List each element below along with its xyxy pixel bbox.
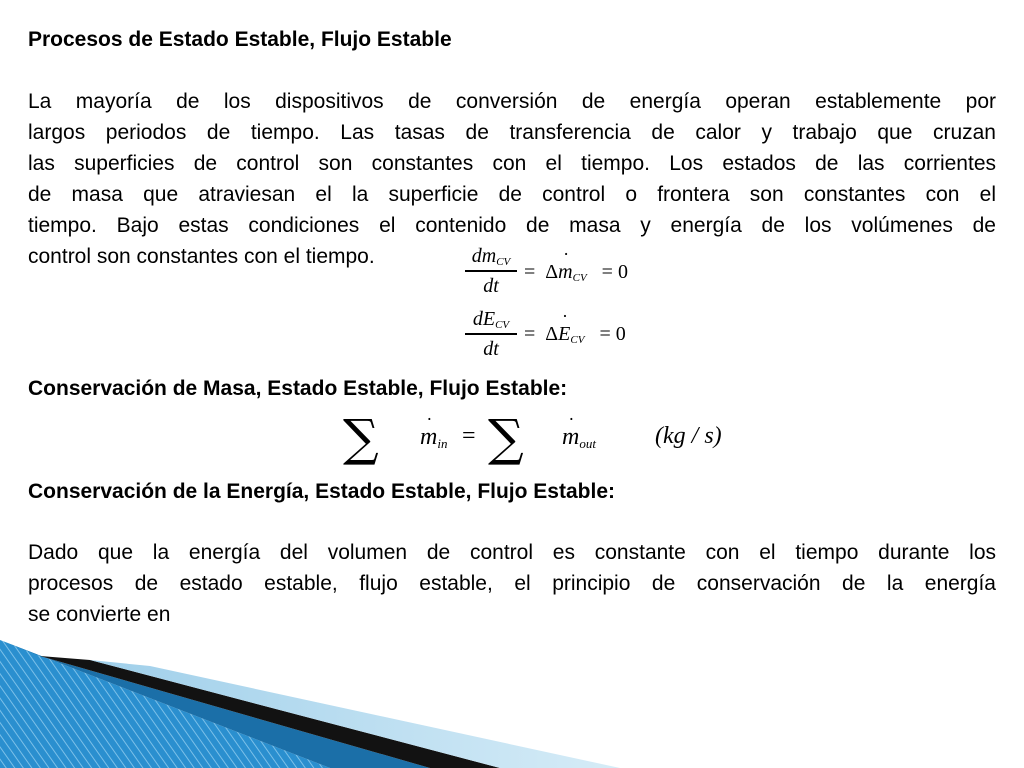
mass-out-term: ˙ $m_{out}$ — [562, 422, 596, 459]
equation-mass-rate-rhs: = Δ˙ $m_{CV}$ = 0 — [524, 260, 628, 290]
paragraph-line: tiempo. Bajo estas condiciones el contenido de masa y energía de los volúmenes de — [28, 214, 996, 237]
summation-symbol-in: ∑ — [343, 409, 379, 467]
equation-mass-rate-fraction — [465, 245, 517, 301]
fraction-bar — [465, 270, 517, 272]
fraction-numerator: $dE_{CV}$ — [472, 308, 510, 331]
mass-balance-equals: = — [462, 423, 476, 449]
paragraph-line: largos periodos de tiempo. Las tasas de transferencia de calor y trabajo que cruzan — [28, 121, 996, 144]
heading-energy-conservation: Conservación de la Energía, Estado Estable, Flujo Estable: — [28, 480, 615, 503]
summation-symbol-out: ∑ — [488, 409, 524, 467]
paragraph-line: La mayoría de los dispositivos de conversión de energía operan establemente por — [28, 90, 996, 113]
heading-mass-conservation: Conservación de Masa, Estado Estable, Flujo Estable: — [28, 377, 568, 400]
decorative-corner-stripes — [0, 638, 620, 768]
paragraph-energy — [28, 537, 996, 630]
fraction-denominator: dt — [483, 275, 499, 297]
equation-energy-rate-rhs: = Δ˙ $E_{CV}$ = 0 — [524, 322, 626, 352]
paragraph-line: las superficies de control son constantes con el tiempo. Los estados de las corrientes — [28, 152, 996, 175]
fraction-denominator: dt — [483, 338, 499, 360]
paragraph-line: Dado que la energía del volumen de control es constante con el tiempo durante los — [28, 541, 996, 564]
mass-in-term: ˙ $m_{in}$ — [420, 422, 447, 459]
fraction-bar — [465, 333, 517, 335]
paragraph-line: procesos de estado estable, flujo estable, el principio de conservación de la energía — [28, 572, 996, 595]
mass-balance-units: (kg / s) — [655, 423, 722, 449]
fraction-numerator: $dm_{CV}$ — [471, 245, 511, 268]
paragraph-line: de masa que atraviesan el la superficie de control o frontera son constantes con el — [28, 183, 996, 206]
paragraph-line: se convierte en — [28, 603, 171, 626]
heading-steady-flow-processes: Procesos de Estado Estable, Flujo Estable — [28, 28, 452, 51]
equation-energy-rate-fraction — [465, 308, 517, 364]
paragraph-line: control son constantes con el tiempo. — [28, 245, 375, 268]
